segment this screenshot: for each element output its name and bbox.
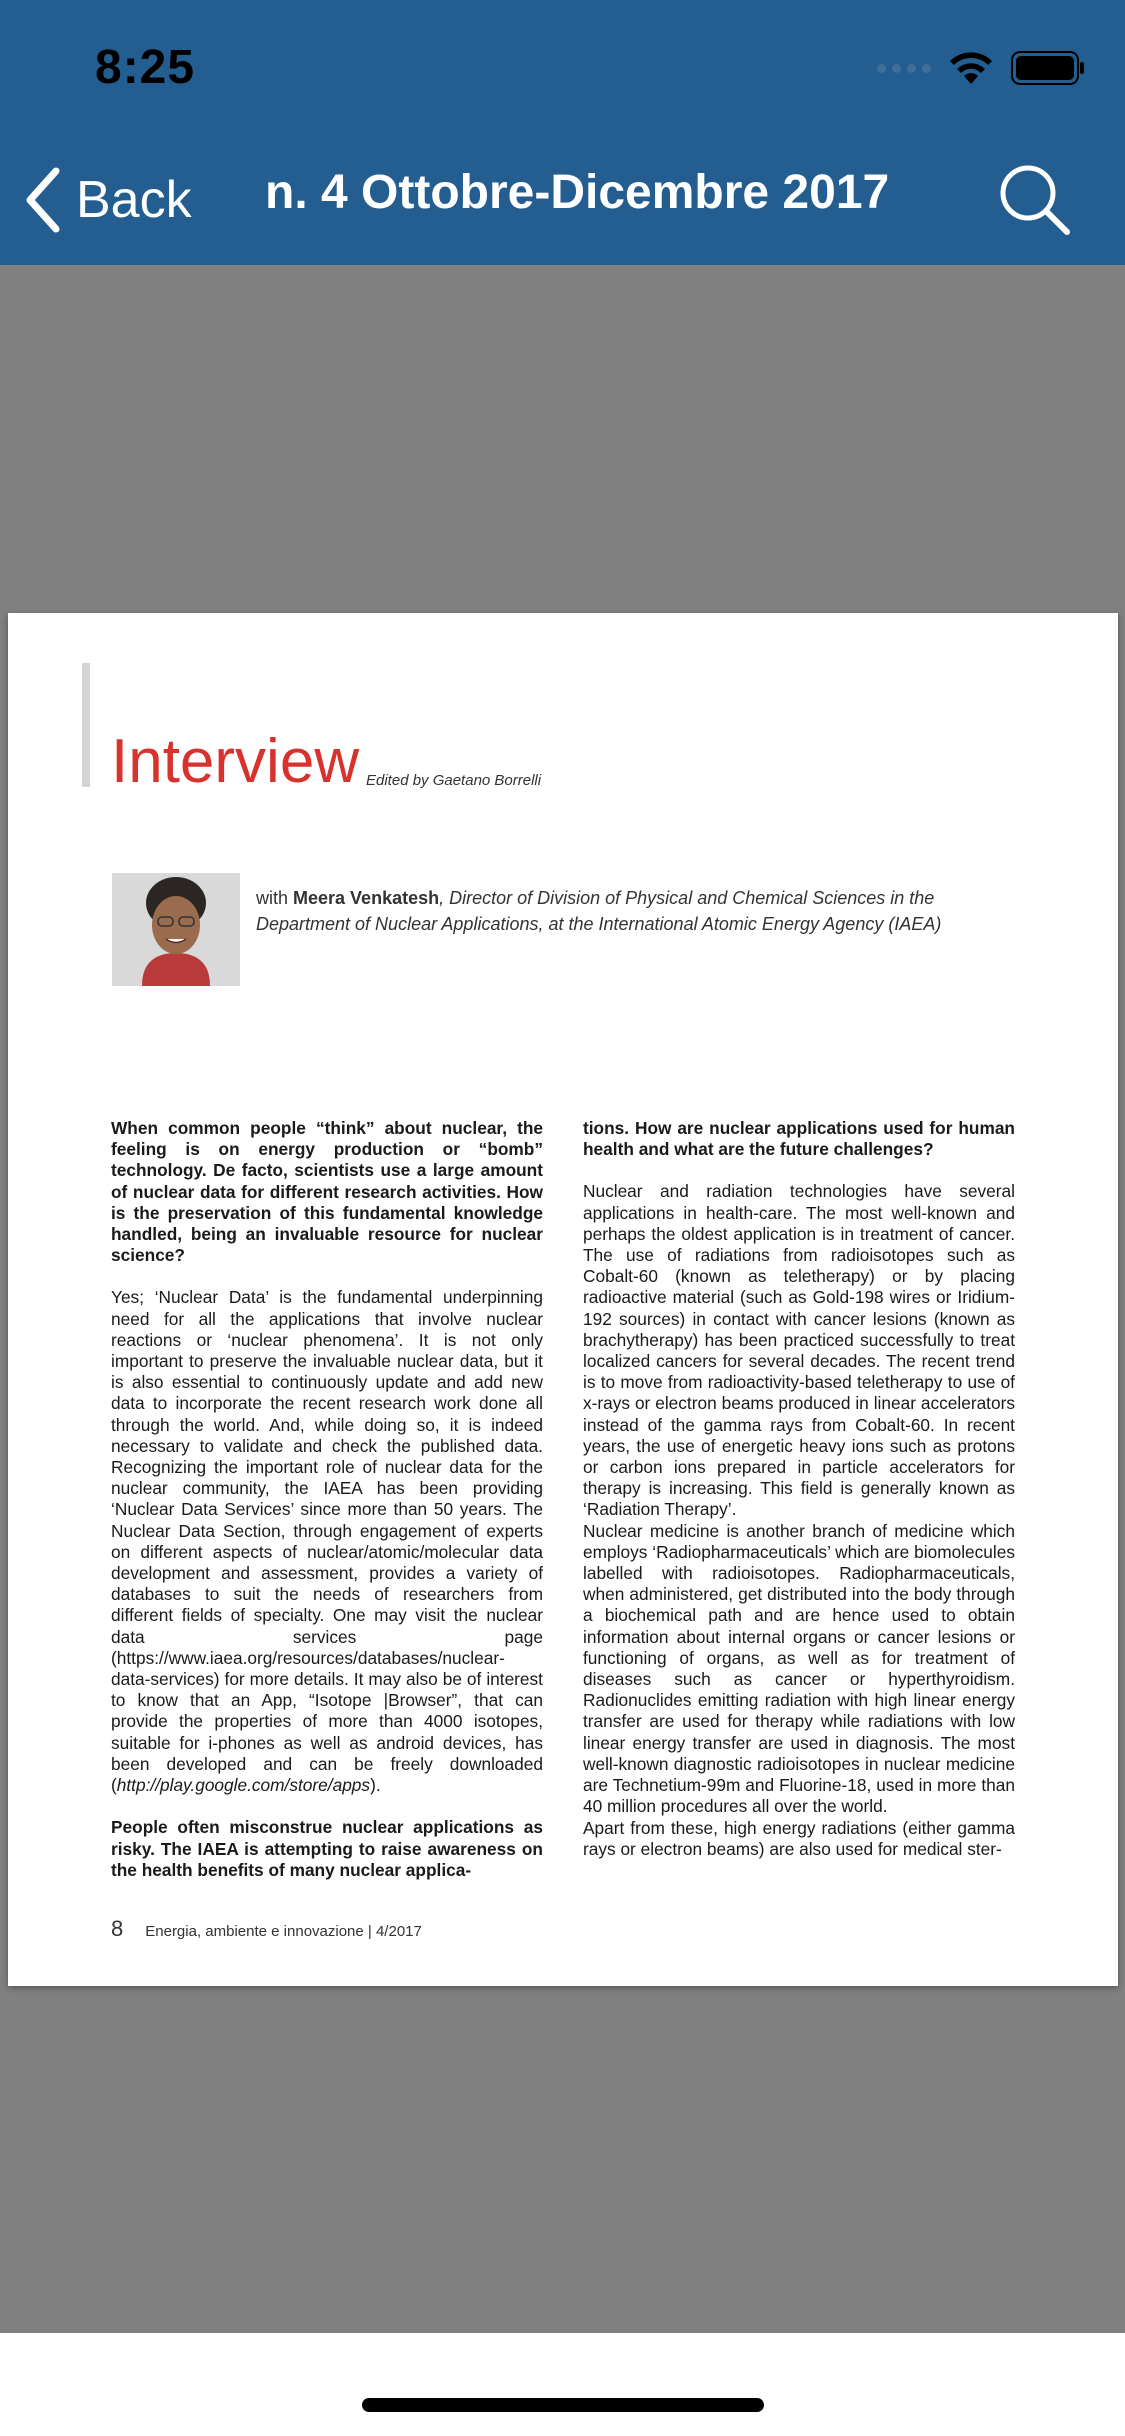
top-bar — [0, 0, 1125, 265]
interviewee-intro — [256, 885, 986, 937]
intro-with: with — [256, 888, 294, 908]
publication-name: Energia, ambiente e innovazione | 4/2017 — [145, 1923, 422, 1940]
back-label: Back — [76, 171, 192, 229]
status-time: 8:25 — [95, 41, 196, 94]
edited-by: Edited by Gaetano Borrelli — [366, 772, 542, 789]
answer-2-paragraph-2: Nuclear medicine is another branch of medicine which employs ‘Radiopharmaceuticals’ which are biomolecules labelled with radioisotopes. Radiopharmaceuticals, when administered, get distributed into the body through a biochemical path and are hence used to obtain information about internal organs or cancer lesions or functioning of organs, as well as for treatment of diseases such as cancer or hyperthyroidism. Radionuclides emitting radiation with high linear energy transfer are used for therapy while radiations with low linear energy transfer are used in diagnosis. The most well-known diagnostic radioisotopes in nuclear medicine are Technetium-99m and Fluorine-18, used in more than 40 million procedures all over the world. — [583, 1520, 1015, 1817]
author-photo — [112, 873, 240, 986]
question-2-start: People often misconstrue nuclear applications as risky. The IAEA is attempting to raise awareness on the health benefits of many nuclear applica- — [111, 1817, 543, 1880]
bottom-bar — [0, 2333, 1125, 2436]
answer-1-end: ). — [370, 1775, 381, 1796]
document-page — [8, 613, 1118, 1986]
search-icon — [995, 160, 1075, 240]
article-heading: Interview — [111, 727, 360, 796]
back-button[interactable] — [22, 160, 192, 240]
answer-2-paragraph-3: Apart from these, high energy radiations (either gamma rays or electron beams) are also used for medical ster- — [583, 1817, 1015, 1859]
question-1: When common people “think” about nuclear, the feeling is on energy production or “bomb” technology. De facto, scientists use a large amount of nuclear data for different research activities. How is the preservation of this fundamental knowledge handled, being an invaluable resource for nuclear science? — [111, 1118, 543, 1266]
chevron-left-icon — [22, 167, 62, 233]
search-button[interactable] — [995, 160, 1075, 240]
portrait-image — [112, 873, 240, 986]
wifi-icon — [949, 51, 993, 85]
question-2-end: tions. How are nuclear applications used for human health and what are the future challenges? — [583, 1118, 1015, 1160]
page-footer — [111, 1916, 422, 1942]
right-column — [583, 1118, 1015, 1860]
page-number: 8 — [111, 1916, 124, 1941]
home-indicator[interactable] — [362, 2398, 764, 2412]
interviewee-role: , Director of Division of Physical and Chemical Sciences in the Department of Nuclear Applications, at the International Atomic Energy Agency (IAEA) — [256, 888, 942, 934]
left-column — [111, 1118, 543, 1881]
battery-icon — [1011, 51, 1085, 85]
answer-2-paragraph-1: Nuclear and radiation technologies have several applications in health-care. The most well-known and perhaps the oldest application is in treatment of cancer. The use of radiations from radioisotopes such as Cobalt-60 (known as teletherapy) or by placing radioactive material (such as Gold-198 wires or Iridium-192 sources) in contact with cancer lesions (known as brachytherapy) has been practiced successfully to treat localized cancers for several decades. The recent trend is to move from radioactivity-based teletherapy to use of x-rays or electron beams produced in linear accelerators instead of the gamma rays from Cobalt-60. In recent years, the use of energetic heavy ions such as protons or carbon ions prepared in particle accelerators for therapy is increasing. This field is generally known as ‘Radiation Therapy’. — [583, 1181, 1015, 1520]
signal-icon — [877, 64, 931, 73]
heading-accent-bar — [82, 663, 90, 787]
answer-1 — [111, 1287, 543, 1796]
interviewee-name: Meera Venkatesh — [293, 888, 440, 908]
status-icons — [877, 48, 1085, 88]
answer-1-text: Yes; ‘Nuclear Data’ is the fundamental underpinning need for all the applications that involve nuclear reactions or ‘nuclear phenomena’. It is not only important to preserve the invaluable nuclear data, but it is also essential to continuously update and add new data to incorporate the recent research work done all through the world. And, while doing so, it is indeed necessary to validate and check the published data. Recognizing the important role of nuclear data for the nuclear community, the IAEA has been providing ‘Nuclear Data Services’ since more than 50 years. The Nuclear Data Section, through engagement of experts on different aspects of nuclear/atomic/molecular data development and assessment, provides a variety of databases to suit the needs of researchers from different fields of specialty. One may visit the nuclear data services page (https://www.iaea.org/resources/databases/nuclear-data-services) for more details. It may also be of interest to know that an App, “Isotope |Browser”, that can provide the properties of more than 4000 isotopes, suitable for i-phones as well as android devices, has been developed and can be freely downloaded ( — [111, 1287, 543, 1796]
nav-title: n. 4 Ottobre-Dicembre 2017 — [265, 166, 890, 219]
play-store-link[interactable]: http://play.google.com/store/apps — [116, 1775, 371, 1796]
